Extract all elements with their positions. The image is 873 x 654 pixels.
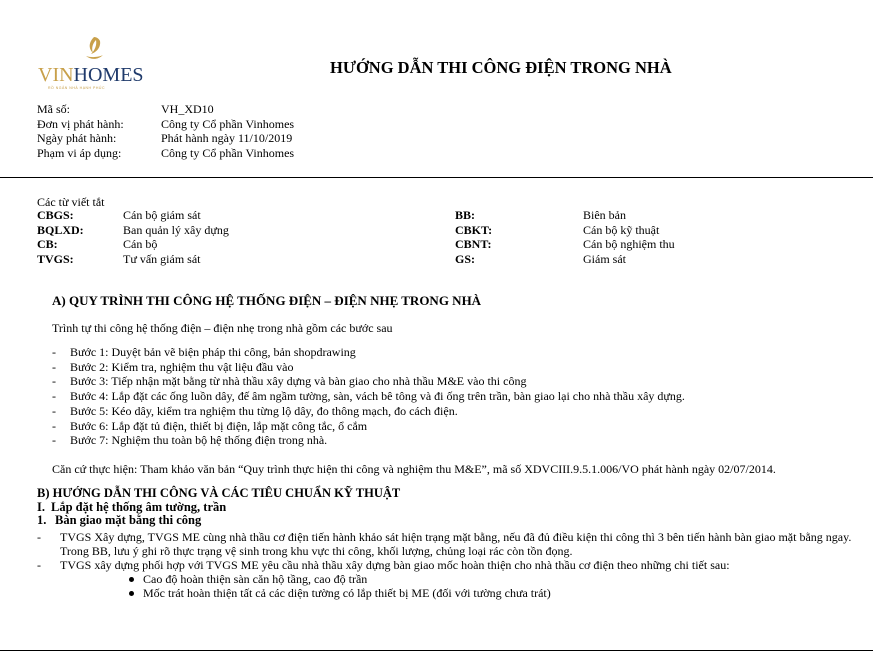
list-item: - Bước 2: Kiểm tra, nghiệm thu vật liệu đầu vào	[52, 360, 685, 375]
list-item: - Bước 4: Lắp đặt các ống luồn dây, đế âm ngầm tường, sàn, vách bê tông và đi ống trên trần, bàn giao lại cho nhà thầu xây dựng.	[52, 389, 685, 404]
abbreviations-heading: Các từ viết tắt	[37, 195, 105, 209]
section-b-headings	[37, 487, 400, 528]
implementation-basis: Căn cứ thực hiện: Tham khảo văn bản “Quy trình thực hiện thi công và nghiệm thu M&E”, mã số XDVCIII.9.5.1.006/VO phát hành ngày 02/07/2014.	[52, 462, 776, 476]
abbreviation-row: BQLXD: Ban quản lý xây dựng CBKT: Cán bộ kỹ thuật	[37, 222, 660, 237]
document-title: HƯỚNG DẪN THI CÔNG ĐIỆN TRONG NHÀ	[330, 58, 672, 77]
logo-wordmark: VINHOMES	[38, 64, 144, 86]
meta-row-issue-date: Ngày phát hành: Phát hành ngày 11/10/2019	[37, 131, 293, 145]
list-item: - Bước 3: Tiếp nhận mặt bằng từ nhà thầu xây dựng và bàn giao cho nhà thầu M&E vào thi công	[52, 374, 685, 389]
bullet-item: Mốc trát hoàn thiện tất cả các diện tường có lắp thiết bị ME (đối với tường chưa trát)	[129, 586, 867, 600]
list-item: - TVGS Xây dựng, TVGS ME cùng nhà thầu cơ điện tiến hành khảo sát hiện trạng mặt bằng, nếu đã đủ điều kiện thi công thì 3 bên tiến hành bàn giao mặt bằng ngay. Trong BB, lưu ý ghi rõ thực trạng vệ sinh trong khu vực thi công, khối lượng, chủng loại rác còn tồn đọng.	[37, 530, 867, 558]
page-bottom-divider	[0, 650, 873, 651]
section-b-heading: B) HƯỚNG DẪN THI CÔNG VÀ CÁC TIÊU CHUẨN KỸ THUẬT	[37, 486, 401, 500]
document-metadata	[37, 102, 294, 160]
abbreviation-row: CB: Cán bộ CBNT: Cán bộ nghiệm thu	[37, 237, 675, 251]
bullet-item: Cao độ hoàn thiện sàn căn hộ tầng, cao độ trần	[129, 572, 867, 586]
procedure-steps-list	[52, 345, 685, 448]
abbreviations-table	[37, 208, 675, 266]
section-a-intro: Trình tự thi công hệ thống điện – điện nhẹ trong nhà gồm các bước sau	[52, 321, 393, 335]
abbreviation-row: CBGS: Cán bộ giám sát BB: Biên bản	[37, 208, 626, 222]
bullet-list	[37, 572, 867, 600]
section-a-heading: A) QUY TRÌNH THI CÔNG HỆ THỐNG ĐIỆN – ĐIỆN NHẸ TRONG NHÀ	[52, 293, 482, 308]
meta-row-issuer: Đơn vị phát hành: Công ty Cổ phần Vinhomes	[37, 116, 295, 131]
subsection-i-heading: I. Lắp đặt hệ thống âm tường, trần	[37, 499, 227, 514]
bird-logo-icon	[82, 36, 106, 64]
logo-tagline: RỒ NGÂN NHÀ HẠNH PHÚC	[48, 86, 105, 90]
section-b-details	[37, 530, 867, 600]
list-item: - Bước 6: Lắp đặt tủ điện, thiết bị điện, lắp mặt công tắc, ổ cắm	[52, 419, 685, 434]
abbreviation-row: TVGS: Tư vấn giám sát GS: Giám sát	[37, 251, 626, 266]
list-item: - Bước 1: Duyệt bản vẽ biện pháp thi công, bản shopdrawing	[52, 345, 685, 360]
meta-row-scope: Phạm vi áp dụng: Công ty Cổ phần Vinhomes	[37, 145, 295, 160]
vinhomes-logo	[38, 36, 148, 92]
list-item: - Bước 7: Nghiệm thu toàn bộ hệ thống điện trong nhà.	[52, 433, 685, 448]
list-item: - Bước 5: Kéo dây, kiểm tra nghiệm thu từng lộ dây, đo thông mạch, đo cách điện.	[52, 404, 685, 419]
list-item: - TVGS xây dựng phối hợp với TVGS ME yêu cầu nhà thầu xây dựng bàn giao mốc hoàn thiện cho nhà thầu cơ điện theo những chi tiết sau:	[37, 558, 867, 572]
meta-row-code: Mã số: VH_XD10	[37, 102, 214, 116]
subsection-1-heading: 1. Bàn giao mặt bằng thi công	[37, 513, 202, 527]
header-divider	[0, 177, 873, 178]
